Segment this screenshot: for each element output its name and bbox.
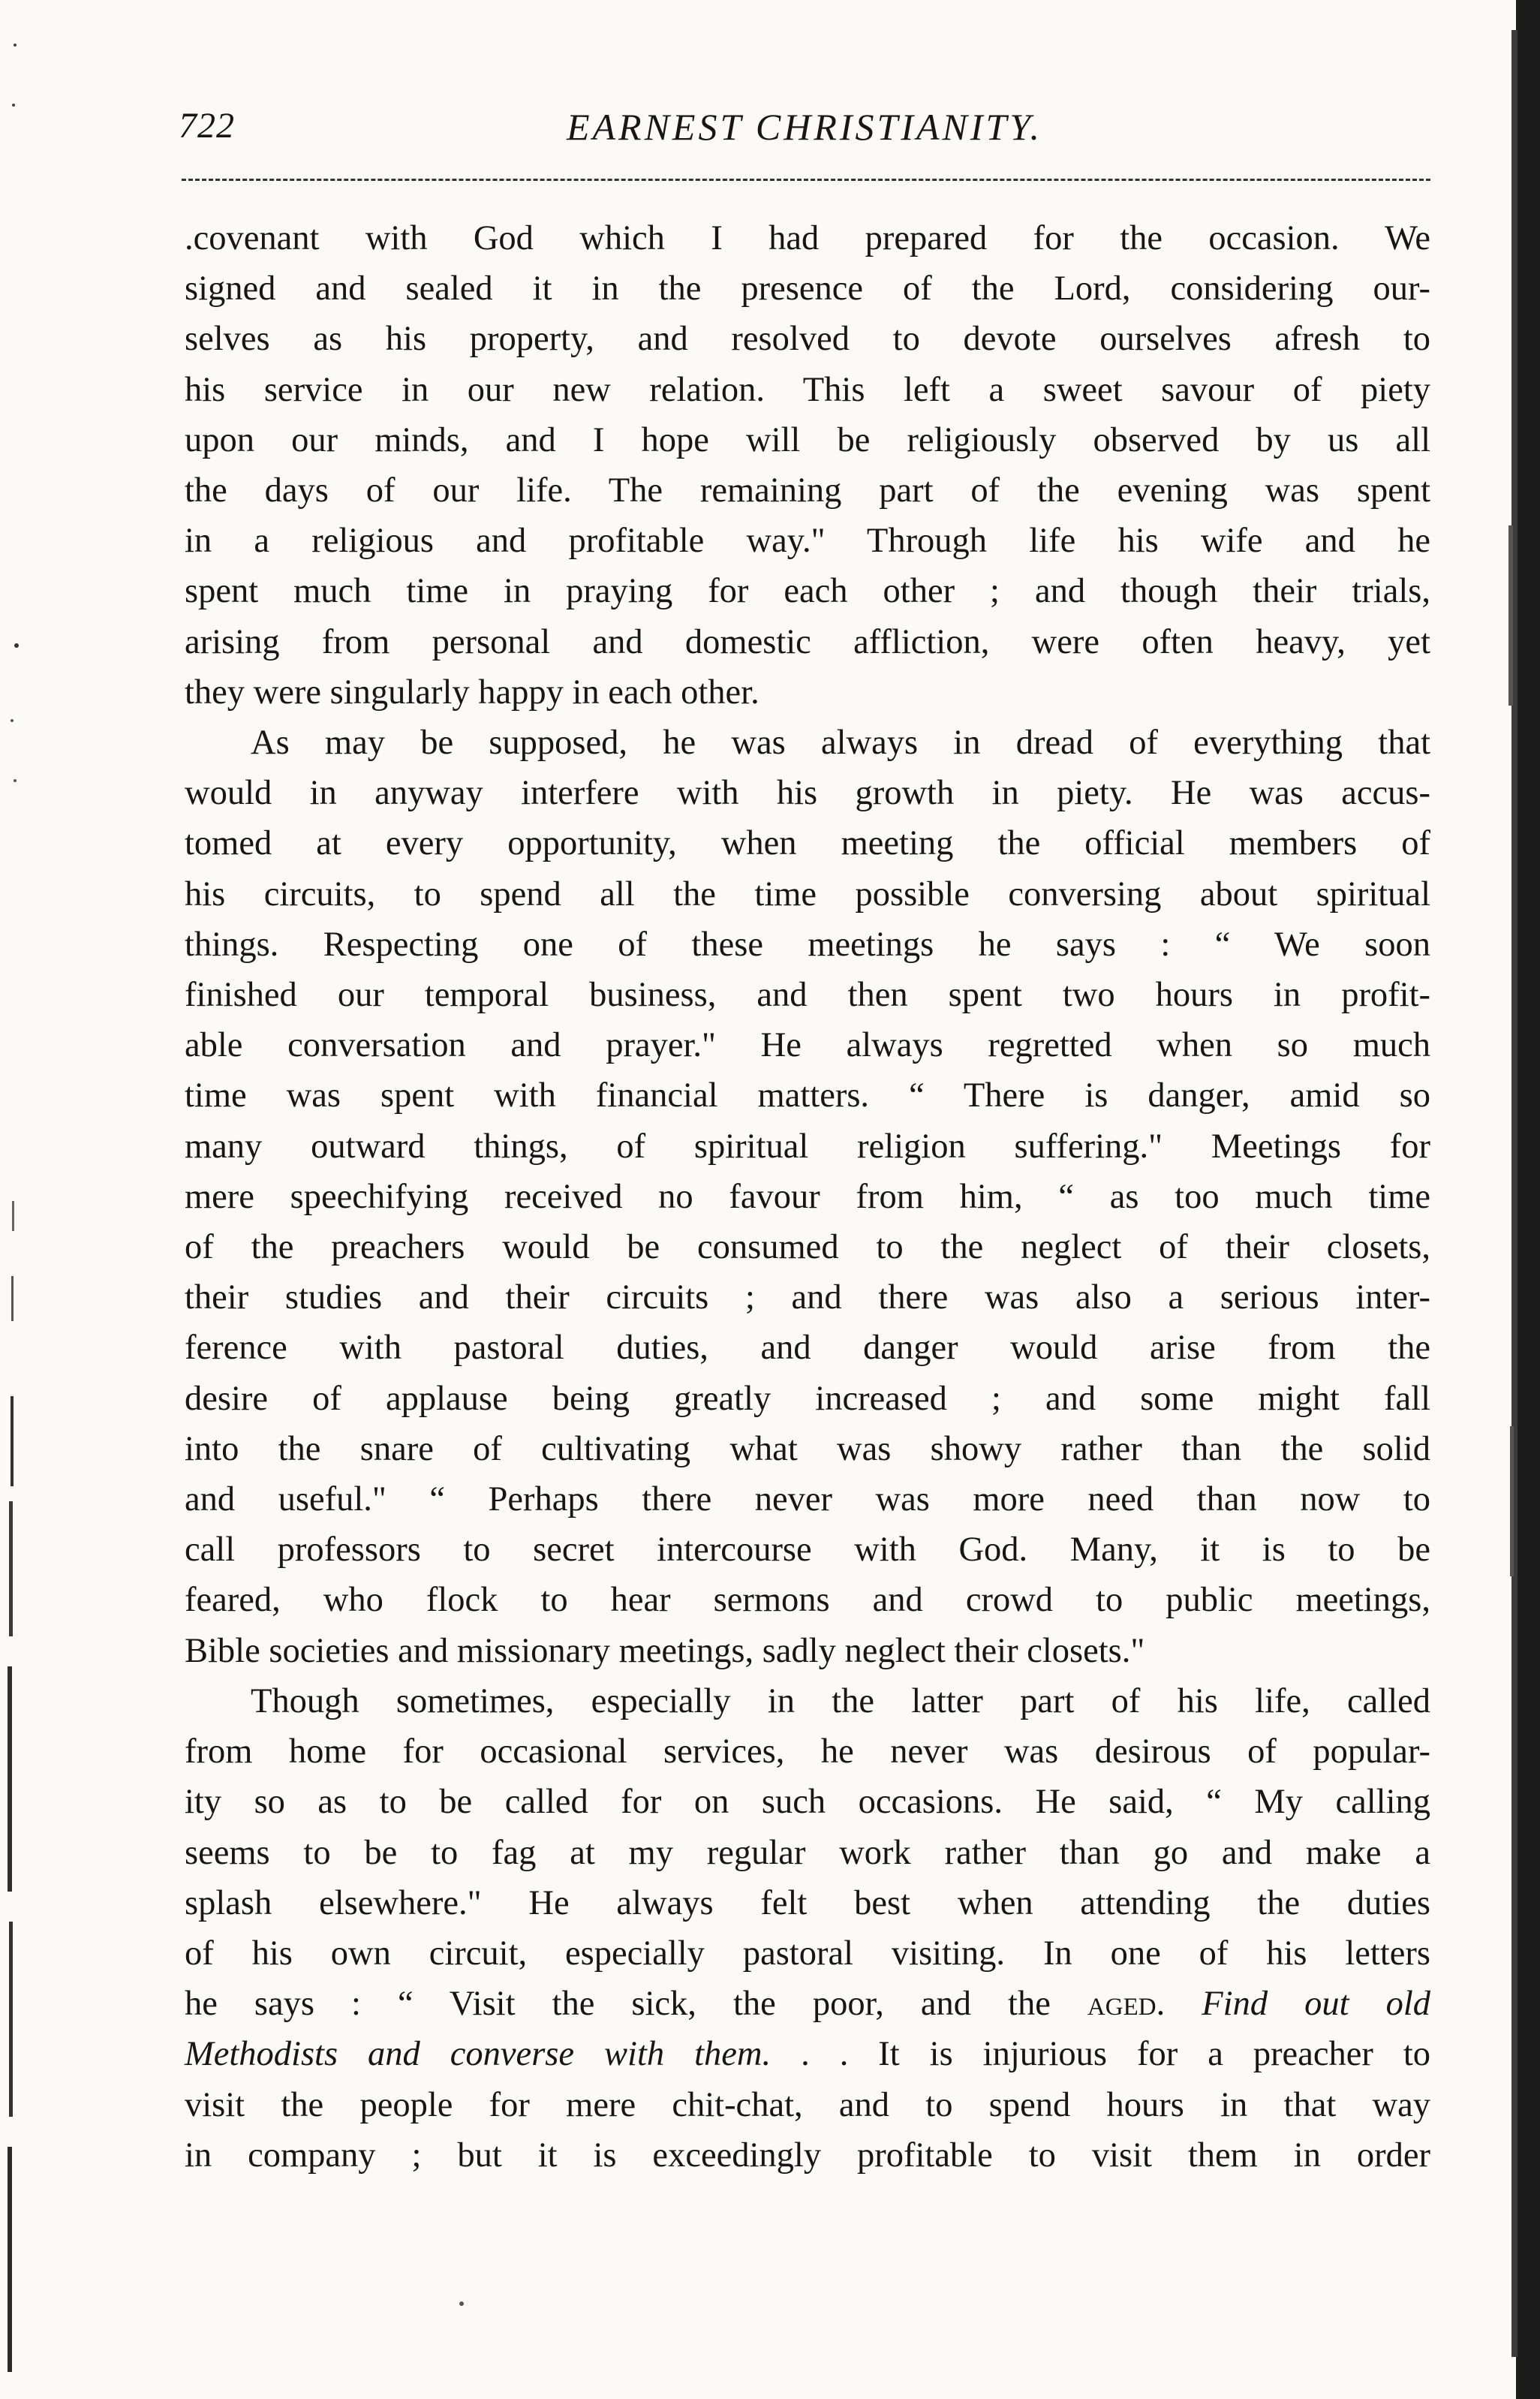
paragraph-3 <box>185 1676 1430 2181</box>
text-run: he says : “ Visit the sick, the poor, and the <box>185 1985 1051 2024</box>
text-line: they were singularly happy in each other. <box>185 673 759 712</box>
text-line-mixed <box>185 2029 1430 2079</box>
text-line: selves as his property, and resolved to devote ourselves afresh to <box>185 320 1430 359</box>
text-line: his circuits, to spend all the time possible conversing about spiritual <box>185 874 1430 914</box>
text-line: in company ; but it is exceedingly profitable to visit them in order <box>185 2136 1430 2175</box>
text-line: desire of applause being greatly increased ; and some might fall <box>185 1379 1430 1418</box>
page-number: 722 <box>179 106 235 146</box>
text-line: mere speechifying received no favour from him, “ as too much time <box>185 1177 1430 1216</box>
text-line: and useful." “ Perhaps there never was more need than now to <box>185 1480 1430 1519</box>
running-title: EARNEST CHRISTIANITY. <box>566 106 1043 148</box>
running-header <box>179 105 1430 165</box>
text-line: spent much time in praying for each other ; and though their trials, <box>185 572 1430 611</box>
header-rule <box>182 179 1430 181</box>
text-line: finished our temporal business, and then spent two hours in profit- <box>185 976 1430 1015</box>
text-line: .covenant with God which I had prepared for the occasion. We <box>185 219 1430 257</box>
text-line: able conversation and prayer." He always regretted when so much <box>185 1026 1430 1065</box>
text-line: of his own circuit, especially pastoral visiting. In one of his letters <box>185 1934 1430 1973</box>
body-text <box>185 213 1430 2181</box>
page-binding-shadow <box>1493 0 1540 2399</box>
text-line: splash elsewhere." He always felt best when attending the duties <box>185 1883 1430 1922</box>
text-line: their studies and their circuits ; and there was also a serious inter- <box>185 1278 1430 1317</box>
text-line: signed and sealed it in the presence of the Lord, considering our- <box>185 269 1430 309</box>
text-line: seems to be to fag at my regular work rather than go and make a <box>185 1833 1430 1872</box>
text-line: ference with pastoral duties, and danger would arise from the <box>185 1329 1430 1368</box>
text-line: would in anyway interfere with his growth in piety. He was accus- <box>185 774 1430 813</box>
text-line: arising from personal and domestic affliction, were often heavy, yet <box>185 622 1430 661</box>
text-line: tomed at every opportunity, when meeting the official members of <box>185 824 1430 863</box>
text-line: ity so as to be called for on such occasions. He said, “ My calling <box>185 1783 1430 1822</box>
text-line: the days of our life. The remaining part of the evening was spent <box>185 471 1430 510</box>
text-line: of the preachers would be consumed to the neglect of their closets, <box>185 1228 1430 1267</box>
text-line: As may be supposed, he was always in dread of everything that <box>251 724 1430 763</box>
text-line: time was spent with financial matters. “ There is danger, amid so <box>185 1076 1430 1115</box>
text-line: many outward things, of spiritual religion suffering." Meetings for <box>185 1127 1430 1166</box>
stray-ink-dot <box>459 2301 464 2306</box>
small-caps-word: aged. <box>1087 1985 1166 2024</box>
text-line: call professors to secret intercourse with God. Many, it is to be <box>185 1531 1430 1570</box>
text-line: Bible societies and missionary meetings, sadly neglect their closets." <box>185 1631 1145 1670</box>
text-line: in a religious and profitable way." Through life his wife and he <box>185 522 1430 561</box>
paragraph-2 <box>185 718 1430 1676</box>
text-line: visit the people for mere chit-chat, and to spend hours in that way <box>185 2085 1430 2124</box>
text-line-mixed <box>185 1979 1430 2029</box>
text-line: from home for occasional services, he never was desirous of popular- <box>185 1732 1430 1771</box>
italic-phrase: Methodists and converse with them. <box>185 2035 772 2074</box>
page-edge-speckles <box>0 0 27 2399</box>
text-line: feared, who flock to hear sermons and crowd to public meetings, <box>185 1581 1430 1620</box>
text-line: his service in our new relation. This left a sweet savour of piety <box>185 370 1430 409</box>
text-line: upon our minds, and I hope will be religiously observed by us all <box>185 420 1430 459</box>
text-line: things. Respecting one of these meetings he says : “ We soon <box>185 925 1430 964</box>
text-run: . . It is injurious for a preacher to <box>801 2035 1430 2074</box>
italic-phrase: Find out old <box>1202 1985 1431 2024</box>
text-line: Though sometimes, especially in the latter part of his life, called <box>251 1681 1430 1720</box>
text-line: into the snare of cultivating what was showy rather than the solid <box>185 1429 1430 1468</box>
paragraph-1 <box>185 213 1430 718</box>
